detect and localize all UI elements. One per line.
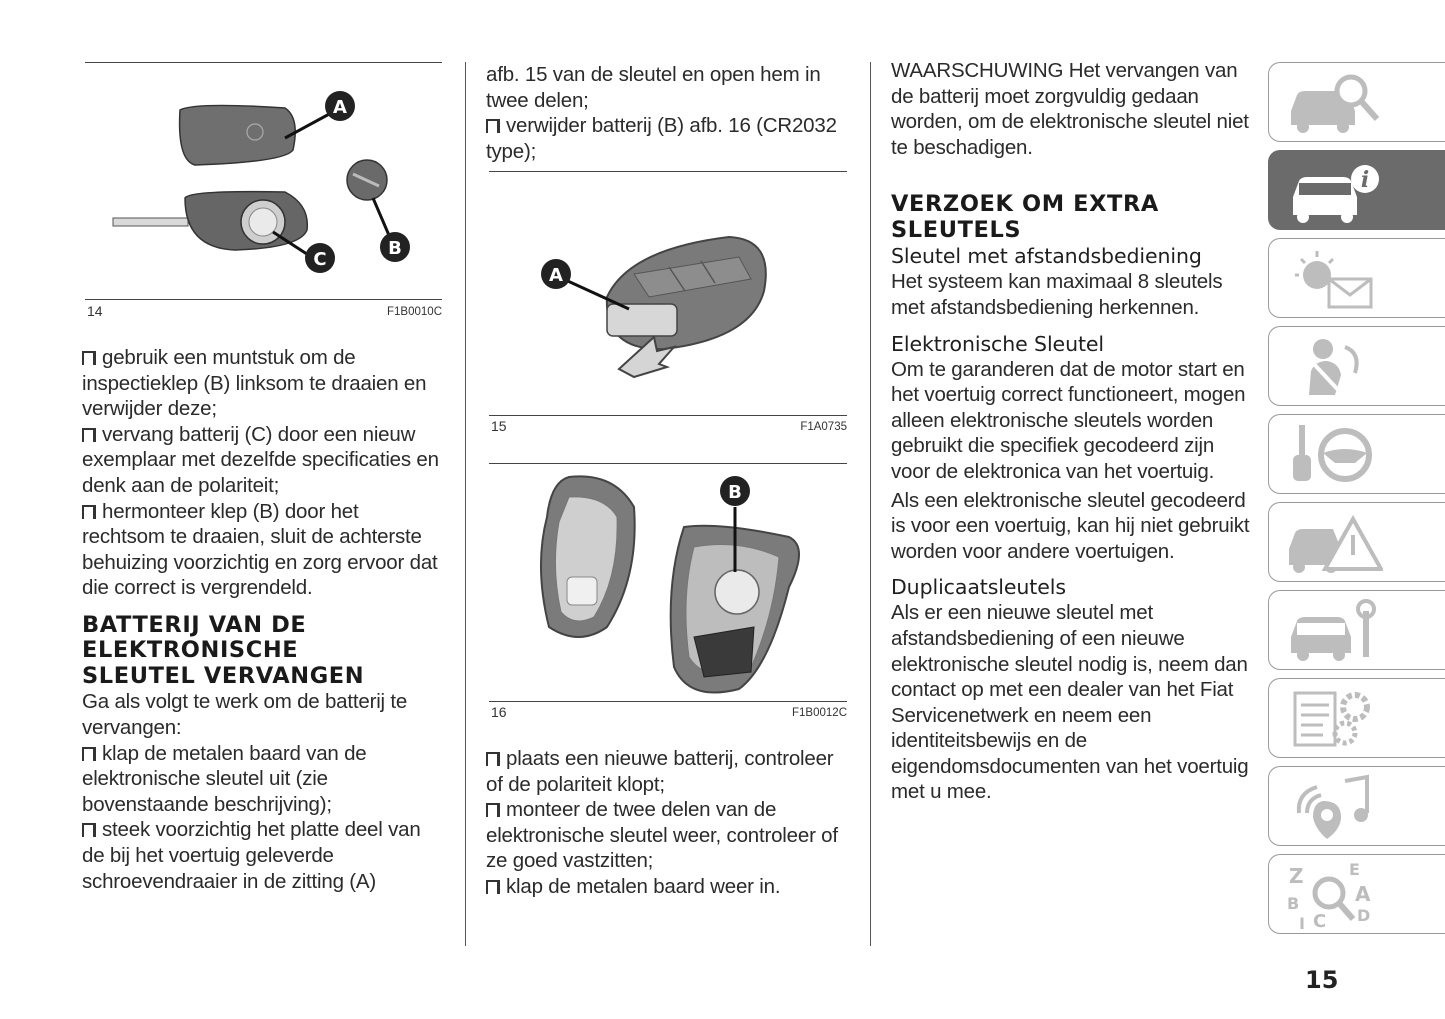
checkbox-bullet-icon — [82, 505, 96, 519]
bullet-item: gebruik een muntstuk om de inspectieklep (B) linksom te draaien en verwijder deze; — [82, 346, 427, 421]
tab-maintenance[interactable] — [1268, 590, 1445, 670]
tab-car-info[interactable] — [1268, 150, 1445, 230]
key-back-cover-shape — [180, 105, 296, 165]
tab-starting-driving[interactable] — [1268, 414, 1445, 494]
tab-index[interactable] — [1268, 854, 1445, 934]
bullet-item: monteer de twee delen van de elektronische sleutel weer, controleer of ze goed vastzitten; — [486, 798, 838, 873]
paragraph: Het systeem kan maximaal 8 sleutels met afstandsbediening herkennen. — [891, 270, 1223, 319]
figure-14 — [85, 62, 442, 324]
figure-15 — [489, 171, 847, 441]
text-block-right — [891, 58, 1251, 805]
figure-code: F1B0012C — [792, 707, 847, 719]
continuation-text: afb. 15 van de sleutel en open hem in twee delen; — [486, 63, 821, 112]
svg-text:A: A — [549, 265, 563, 286]
warning-paragraph: WAARSCHUWING Het vervangen van de batterij moet zorgvuldig gedaan worden, om de elektronische sleutel niet te beschadigen. — [891, 59, 1249, 159]
checkbox-bullet-icon — [82, 428, 96, 442]
svg-text:A: A — [1355, 882, 1371, 906]
key-fob-slot-illustration — [489, 179, 847, 409]
bullet-item: hermonteer klep (B) door het rechtsom te draaien, sluit de achterste behuizing voorzichtig en zorg ervoor dat die correct is vergrendeld. — [82, 499, 438, 600]
bullet-item: steek voorzichtig het platte deel van de bij het voertuig geleverde schroevendraaier in de zitting (A) — [82, 818, 421, 893]
callout-a — [325, 91, 355, 121]
section-heading-battery: BATTERIJ VAN DE ELEKTRONISCHE SLEUTEL VERVANGEN — [82, 611, 365, 689]
figure-code: F1A0735 — [800, 421, 847, 433]
checkbox-bullet-icon — [82, 747, 96, 761]
figure-bottom-rule — [489, 701, 847, 702]
text-block-left — [82, 345, 442, 894]
multimedia-icon — [1283, 773, 1383, 841]
car-warning-triangle-icon — [1283, 509, 1383, 577]
tab-warning-lights[interactable] — [1268, 238, 1445, 318]
checkbox-bullet-icon — [486, 803, 500, 817]
battery-shape — [715, 570, 759, 614]
figure-bottom-rule — [85, 299, 442, 300]
callout-c — [305, 243, 335, 273]
text-block-middle-bottom — [486, 746, 850, 900]
svg-text:D: D — [1357, 906, 1371, 925]
checkbox-bullet-icon — [486, 119, 500, 133]
bullet-item: klap de metalen baard weer in. — [486, 874, 850, 900]
subheading-remote-key: Sleutel met afstandsbediening — [891, 244, 1202, 269]
subheading-duplicate-keys: Duplicaatsleutels — [891, 575, 1066, 600]
figure-top-rule — [489, 463, 847, 464]
technical-data-gears-icon — [1283, 685, 1383, 753]
callout-b — [720, 476, 750, 506]
bullet-item: klap de metalen baard van de elektronische sleutel uit (zie bovenstaande beschrijving); — [82, 741, 367, 816]
key-open-battery-illustration — [489, 467, 847, 697]
svg-text:Z: Z — [1289, 864, 1304, 888]
svg-text:C: C — [313, 249, 327, 270]
figure-16 — [489, 463, 847, 725]
svg-text:B: B — [1287, 894, 1300, 913]
figure-number: 14 — [87, 303, 103, 319]
warning-lights-message-icon — [1283, 245, 1383, 313]
figure-number: 15 — [491, 418, 507, 434]
tab-car-search[interactable] — [1268, 62, 1445, 142]
column-divider — [465, 62, 466, 946]
callout-a — [541, 259, 571, 289]
bullet-item: plaats een nieuwe batterij, controleer of de polariteit klopt; — [486, 747, 834, 796]
checkbox-bullet-icon — [486, 752, 500, 766]
callout-b — [380, 232, 410, 262]
subheading-electronic-key: Elektronische Sleutel — [891, 331, 1105, 356]
checkbox-bullet-icon — [82, 351, 96, 365]
figure-top-rule — [489, 171, 847, 172]
svg-text:C: C — [1313, 911, 1327, 932]
text-block-middle-top — [486, 62, 850, 164]
svg-text:i: i — [1360, 167, 1370, 193]
paragraph: Als een elektronische sleutel gecodeerd is voor een voertuig, kan hij niet gebruikt worden voor andere voertuigen. — [891, 488, 1250, 563]
figure-top-rule — [85, 62, 442, 63]
figure-bottom-rule — [489, 415, 847, 416]
bullet-item: vervang batterij (C) door een nieuw exemplaar met dezelfde specificaties en denk aan de polariteit; — [82, 422, 439, 497]
tab-safety[interactable] — [1268, 326, 1445, 406]
svg-text:I: I — [1299, 914, 1305, 933]
car-search-icon — [1283, 69, 1383, 137]
key-steering-wheel-icon — [1283, 421, 1383, 489]
key-battery-illustration — [85, 70, 442, 300]
column-divider — [870, 62, 871, 946]
seat-belt-airbag-icon — [1283, 333, 1383, 401]
key-blade-shape — [113, 218, 188, 226]
svg-text:E: E — [1349, 861, 1360, 879]
alphabetical-index-icon — [1283, 861, 1383, 933]
page-number: 15 — [1305, 966, 1339, 994]
svg-text:B: B — [388, 238, 402, 259]
svg-text:B: B — [728, 482, 742, 503]
tab-technical-data[interactable] — [1268, 678, 1445, 758]
checkbox-bullet-icon — [82, 823, 96, 837]
figure-code: F1B0010C — [387, 306, 442, 318]
bullet-item: verwijder batterij (B) afb. 16 (CR2032 type); — [486, 114, 837, 163]
tab-emergency[interactable] — [1268, 502, 1445, 582]
car-info-icon — [1283, 157, 1383, 225]
tab-multimedia[interactable] — [1268, 766, 1445, 846]
paragraph: Als er een nieuwe sleutel met afstandsbediening of een nieuwe elektronische sleutel nodig is, neem dan contact op met een dealer van het Fiat Servicenetwerk en neem een identiteitsbewijs en de eigendomsdocumenten van het voertuig met u mee. — [891, 601, 1249, 804]
paragraph: Om te garanderen dat de motor start en het voertuig correct functioneert, mogen alleen elektronische sleutels worden gebruikt die specifiek gecodeerd zijn voor de elektronica van het voertuig. — [891, 357, 1246, 483]
figure-number: 16 — [491, 704, 507, 720]
svg-text:A: A — [333, 97, 347, 118]
checkbox-bullet-icon — [486, 880, 500, 894]
car-maintenance-icon — [1283, 597, 1383, 665]
intro-paragraph: Ga als volgt te werk om de batterij te vervangen: — [82, 690, 408, 740]
section-heading-extra-keys: VERZOEK OM EXTRA SLEUTELS — [891, 191, 1159, 243]
